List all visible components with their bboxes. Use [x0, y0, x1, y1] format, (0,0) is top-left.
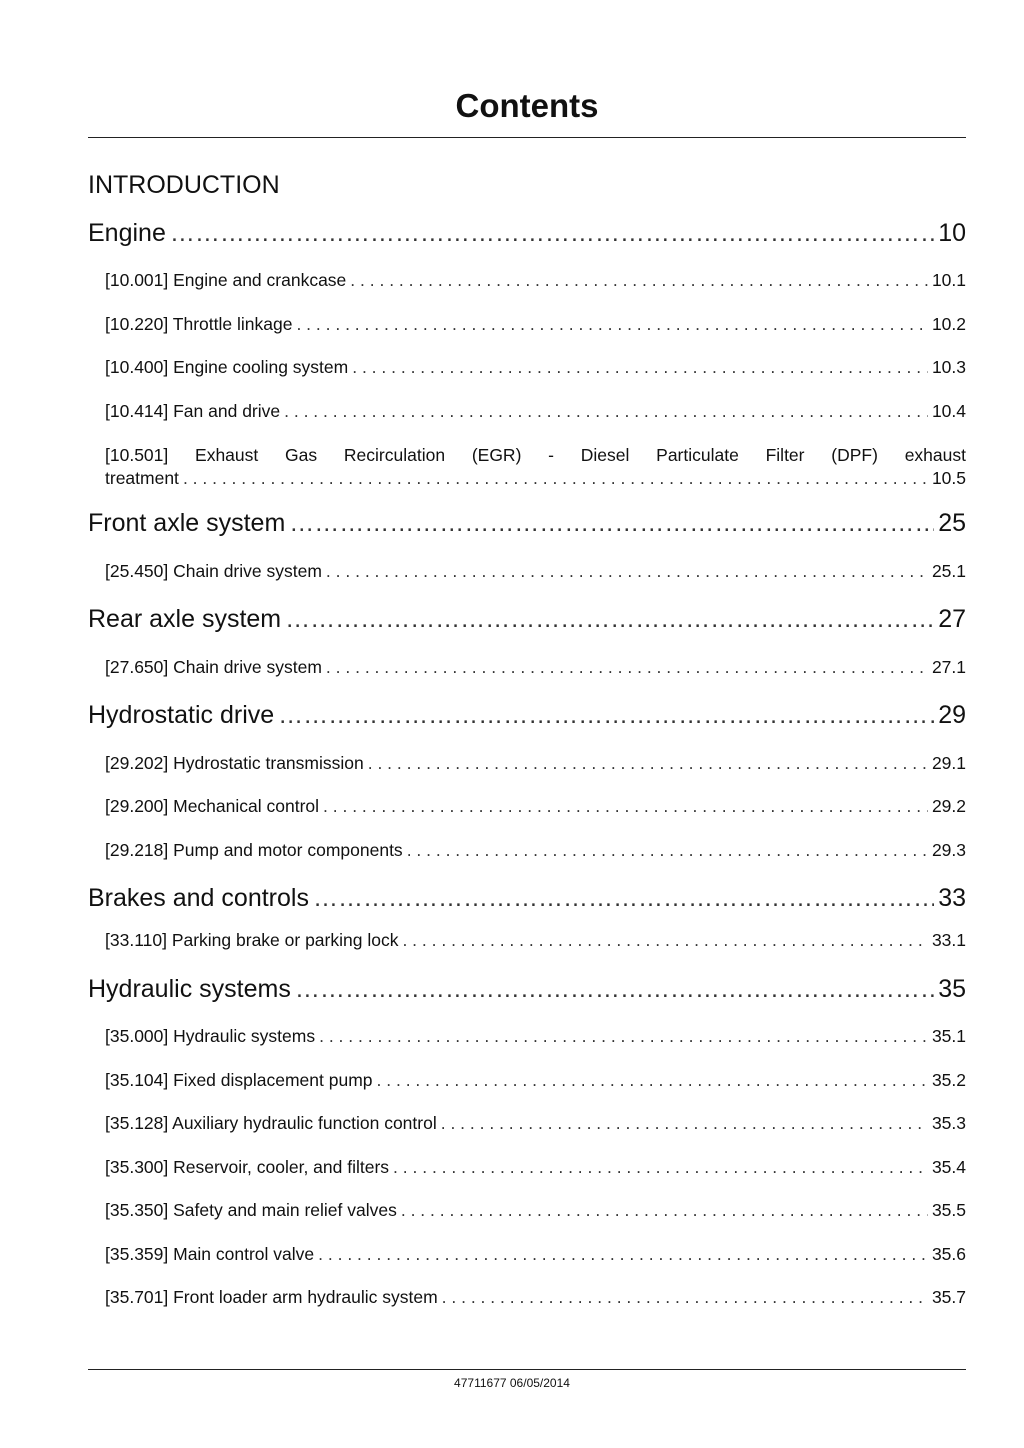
entry-title: Rear axle system — [88, 605, 282, 633]
dot-leader — [402, 929, 927, 951]
entry-word: (DPF) — [831, 445, 878, 465]
entry-word: Gas — [285, 445, 318, 465]
page-number: 35.6 — [931, 1244, 966, 1264]
dot-leader — [295, 974, 934, 1004]
entry-title: [35.128] Auxiliary hydraulic function control — [105, 1113, 437, 1133]
entry-title: [10.414] Fan and drive — [105, 401, 281, 421]
page-number: 27 — [938, 605, 966, 633]
dot-leader — [441, 1112, 928, 1134]
dot-leader — [319, 1025, 928, 1047]
entry-title: [33.110] Parking brake or parking lock — [105, 930, 399, 950]
dot-leader — [350, 269, 928, 291]
entry-title: [10.220] Throttle linkage — [105, 314, 293, 334]
entry-title: Brakes and controls — [88, 884, 309, 912]
page-number: 35.7 — [931, 1287, 966, 1307]
entry-title: Engine — [88, 219, 166, 247]
toc-section-brakes-and-controls[interactable] — [88, 883, 966, 913]
entry-title: Hydraulic systems — [88, 975, 291, 1003]
entry-word: exhaust — [904, 445, 966, 465]
entry-title: [35.350] Safety and main relief valves — [105, 1200, 397, 1220]
page-title: Contents — [455, 87, 599, 124]
footer-divider — [88, 1369, 966, 1370]
entry-title: [35.000] Hydraulic systems — [105, 1026, 316, 1046]
entry-word: [10.501] — [105, 445, 169, 465]
page-number: 10.3 — [931, 357, 966, 377]
page-number: 35.2 — [931, 1070, 966, 1090]
dot-leader — [326, 560, 928, 582]
entry-title: [35.300] Reservoir, cooler, and filters — [105, 1157, 390, 1177]
dot-leader — [296, 313, 927, 335]
toc-entry[interactable] — [105, 269, 966, 291]
page-number: 33 — [938, 884, 966, 912]
dot-leader — [289, 508, 934, 538]
page-number: 10 — [938, 219, 966, 247]
toc-section-hydraulic-systems[interactable] — [88, 974, 966, 1004]
toc-entry[interactable] — [105, 656, 966, 678]
dot-leader — [170, 218, 934, 248]
entry-word: - — [548, 445, 554, 465]
page-number: 25.1 — [931, 561, 966, 581]
toc-section-rear-axle-system[interactable] — [88, 604, 966, 634]
page-number: 25 — [938, 509, 966, 537]
page-number: 29.2 — [931, 796, 966, 816]
dot-leader — [313, 883, 934, 913]
toc-entry[interactable] — [105, 752, 966, 774]
toc-entry[interactable] — [105, 1112, 966, 1134]
dot-leader — [352, 356, 928, 378]
entry-word: Diesel — [580, 445, 630, 465]
toc-entry[interactable] — [105, 1025, 966, 1047]
entry-title: [27.650] Chain drive system — [105, 657, 322, 677]
dot-leader — [407, 839, 928, 861]
entry-word: Filter — [765, 445, 805, 465]
introduction-heading[interactable]: INTRODUCTION — [88, 171, 280, 199]
entry-title: treatment — [105, 468, 179, 488]
toc-section-front-axle-system[interactable] — [88, 508, 966, 538]
footer-doc-id: 47711677 06/05/2014 — [454, 1376, 570, 1390]
toc-entry[interactable] — [105, 1069, 966, 1091]
entry-title: [29.200] Mechanical control — [105, 796, 320, 816]
page-number: 29 — [938, 701, 966, 729]
dot-leader — [284, 400, 928, 422]
toc-section-hydrostatic-drive[interactable] — [88, 700, 966, 730]
dot-leader — [278, 700, 934, 730]
toc-entry[interactable] — [105, 356, 966, 378]
toc-entry[interactable] — [105, 1286, 966, 1308]
title-divider — [88, 137, 966, 138]
page-number: 35.3 — [931, 1113, 966, 1133]
page-number: 10.4 — [931, 401, 966, 421]
dot-leader — [326, 656, 928, 678]
entry-title: [10.001] Engine and crankcase — [105, 270, 347, 290]
entry-title: [35.359] Main control valve — [105, 1244, 315, 1264]
dot-leader — [323, 795, 928, 817]
toc-section-engine[interactable] — [88, 218, 966, 248]
page-number: 10.5 — [931, 468, 966, 488]
page-number: 10.2 — [931, 314, 966, 334]
page-number: 27.1 — [931, 657, 966, 677]
dot-leader — [401, 1199, 928, 1221]
toc-entry[interactable] — [105, 400, 966, 422]
entry-title: Hydrostatic drive — [88, 701, 275, 729]
dot-leader — [377, 1069, 928, 1091]
dot-leader — [393, 1156, 928, 1178]
entry-title: [10.400] Engine cooling system — [105, 357, 349, 377]
toc-entry[interactable] — [105, 1199, 966, 1221]
toc-entry[interactable] — [105, 795, 966, 817]
toc-entry-wrapped-line[interactable] — [105, 444, 966, 466]
page-number: 35.4 — [931, 1157, 966, 1177]
entry-title: [29.202] Hydrostatic transmission — [105, 753, 364, 773]
entry-title: [35.104] Fixed displacement pump — [105, 1070, 373, 1090]
entry-word: (EGR) — [471, 445, 522, 465]
page-number: 35.5 — [931, 1200, 966, 1220]
entry-title: [25.450] Chain drive system — [105, 561, 322, 581]
toc-entry[interactable] — [105, 467, 966, 489]
dot-leader — [318, 1243, 928, 1265]
page-number: 33.1 — [931, 930, 966, 950]
toc-entry[interactable] — [105, 929, 966, 951]
toc-entry[interactable] — [105, 313, 966, 335]
page-number: 10.1 — [931, 270, 966, 290]
entry-word: Particulate — [656, 445, 739, 465]
dot-leader — [285, 604, 934, 634]
dot-leader — [368, 752, 928, 774]
entry-word: Exhaust — [195, 445, 259, 465]
page-number: 29.3 — [931, 840, 966, 860]
dot-leader — [442, 1286, 928, 1308]
entry-title: [29.218] Pump and motor components — [105, 840, 403, 860]
dot-leader — [183, 467, 928, 489]
entry-title: Front axle system — [88, 509, 286, 537]
entry-word: Recirculation — [343, 445, 446, 465]
toc-entry[interactable] — [105, 560, 966, 582]
page-number: 29.1 — [931, 753, 966, 773]
toc-entry[interactable] — [105, 1243, 966, 1265]
page-number: 35.1 — [931, 1026, 966, 1046]
toc-entry[interactable] — [105, 1156, 966, 1178]
toc-entry[interactable] — [105, 839, 966, 861]
page-number: 35 — [938, 975, 966, 1003]
entry-title: [35.701] Front loader arm hydraulic system — [105, 1287, 438, 1307]
